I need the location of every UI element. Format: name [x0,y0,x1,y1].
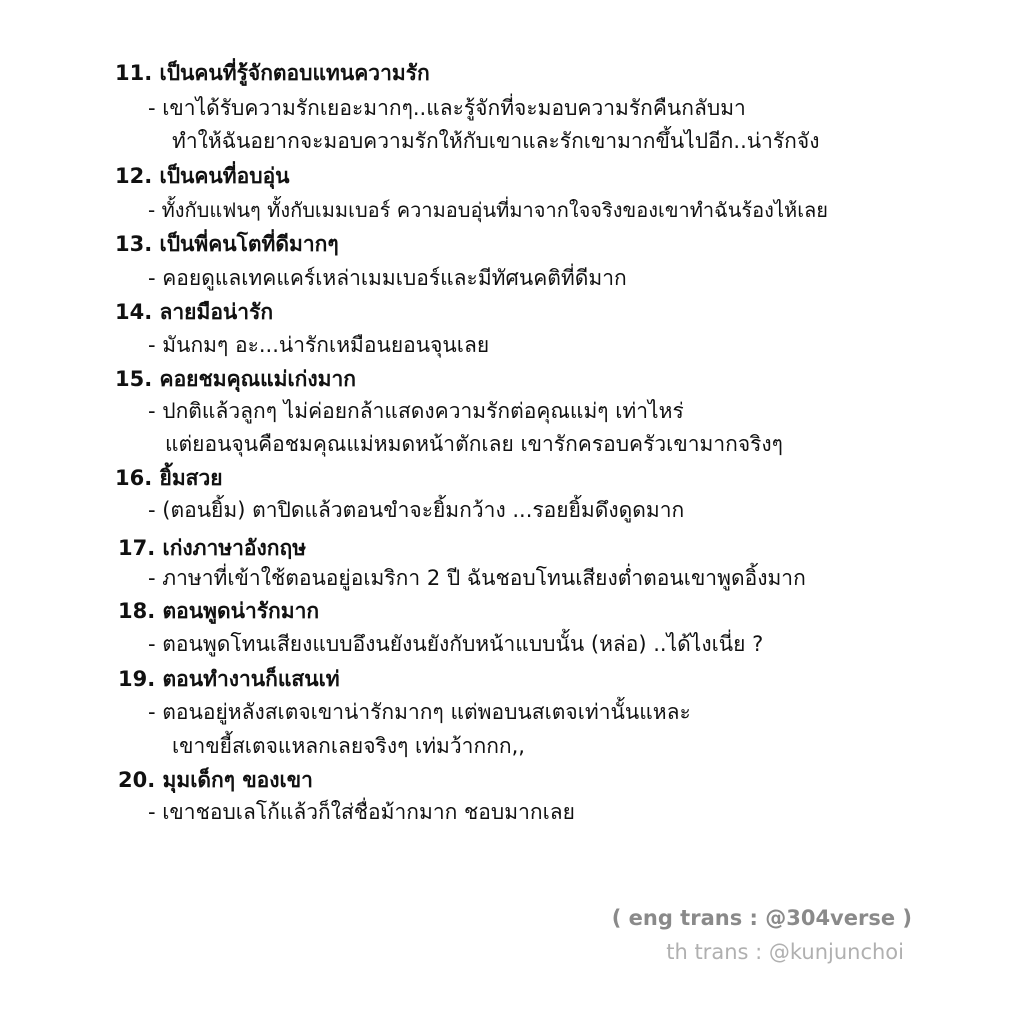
item-17-title: เก่งภาษาอังกฤษ [162,536,307,560]
item-11-line-1: - เขาได้รับความรักเยอะมากๆ..และรู้จักที่จะมอบความรักคืนกลับมา [148,96,746,120]
item-14-title: ลายมือน่ารัก [159,300,274,324]
item-15-heading [115,369,356,390]
item-13-heading [115,234,339,255]
item-19-heading [118,669,340,690]
item-17-number: 17. [118,536,156,560]
item-13-number: 13. [115,232,153,256]
item-15-line-2: แต่ยอนจุนคือชมคุณแม่หมดหน้าตักเลย เขารักครอบครัวเขามากจริงๆ [165,432,783,456]
item-16-line-1: - (ตอนยิ้ม) ตาปิดแล้วตอนขำจะยิ้มกว้าง ...รอยยิ้มดึงดูดมาก [148,498,685,522]
item-18-title: ตอนพูดน่ารักมาก [162,599,320,623]
item-12-title: เป็นคนที่อบอุ่น [159,164,290,188]
item-20-heading [118,770,313,791]
item-18-line-1: - ตอนพูดโทนเสียงแบบอึงนยังนยังกับหน้าแบบนั้น (หล่อ) ..ได้ไงเนี่ย ? [148,632,764,656]
item-11-line-2: ทำให้ฉันอยากจะมอบความรักให้กับเขาและรักเขามากขึ้นไปอีก..น่ารักจัง [172,129,820,153]
item-15-line-1: - ปกติแล้วลูกๆ ไม่ค่อยกล้าแสดงความรักต่อคุณแม่ๆ เท่าไหร่ [148,399,684,423]
item-20-number: 20. [118,768,156,792]
item-14-line-1: - มันกมๆ อะ...น่ารักเหมือนยอนจุนเลย [148,333,490,357]
item-16-title: ยิ้มสวย [159,466,223,490]
item-13-line-1: - คอยดูแลเทคแคร์เหล่าเมมเบอร์และมีทัศนคติที่ดีมาก [148,266,627,290]
item-19-title: ตอนทำงานก็แสนเท่ [162,667,340,691]
item-19-line-1: - ตอนอยู่หลังสเตจเขาน่ารักมากๆ แต่พอบนสเตจเท่านั้นแหละ [148,700,691,724]
item-11-heading [115,63,430,84]
item-12-number: 12. [115,164,153,188]
item-14-heading [115,302,273,323]
item-17-heading [118,538,306,559]
item-13-title: เป็นพี่คนโตที่ดีมากๆ [159,232,339,256]
item-18-heading [118,601,319,622]
item-19-line-2: เขาขยี้สเตจแหลกเลยจริงๆ เท่มว้ากกก,, [172,734,525,758]
item-14-number: 14. [115,300,153,324]
item-15-number: 15. [115,367,153,391]
item-20-title: มุมเด็กๆ ของเขา [162,768,313,792]
item-20-line-1: - เขาชอบเลโก้แล้วก็ใส่ชื่อม้ากมาก ชอบมากเลย [148,800,575,824]
item-19-number: 19. [118,667,156,691]
credit-eng-trans: ( eng trans : @304verse ) [611,906,912,930]
item-11-title: เป็นคนที่รู้จักตอบแทนความรัก [159,61,430,85]
item-17-line-1: - ภาษาที่เข้าใช้ตอนอยู่อเมริกา 2 ปี ฉันชอบโทนเสียงต่ำตอนเขาพูดอิ้งมาก [148,566,806,590]
item-12-line-1: - ทั้งกับแฟนๆ ทั้งกับเมมเบอร์ ความอบอุ่นที่มาจากใจจริงของเขาทำฉันร้องไห้เลย [148,198,828,222]
item-18-number: 18. [118,599,156,623]
item-12-heading [115,166,290,187]
item-16-heading [115,468,223,489]
item-11-number: 11. [115,61,153,85]
item-15-title: คอยชมคุณแม่เก่งมาก [159,367,356,391]
item-16-number: 16. [115,466,153,490]
credit-th-trans: th trans : @kunjunchoi [666,940,904,964]
